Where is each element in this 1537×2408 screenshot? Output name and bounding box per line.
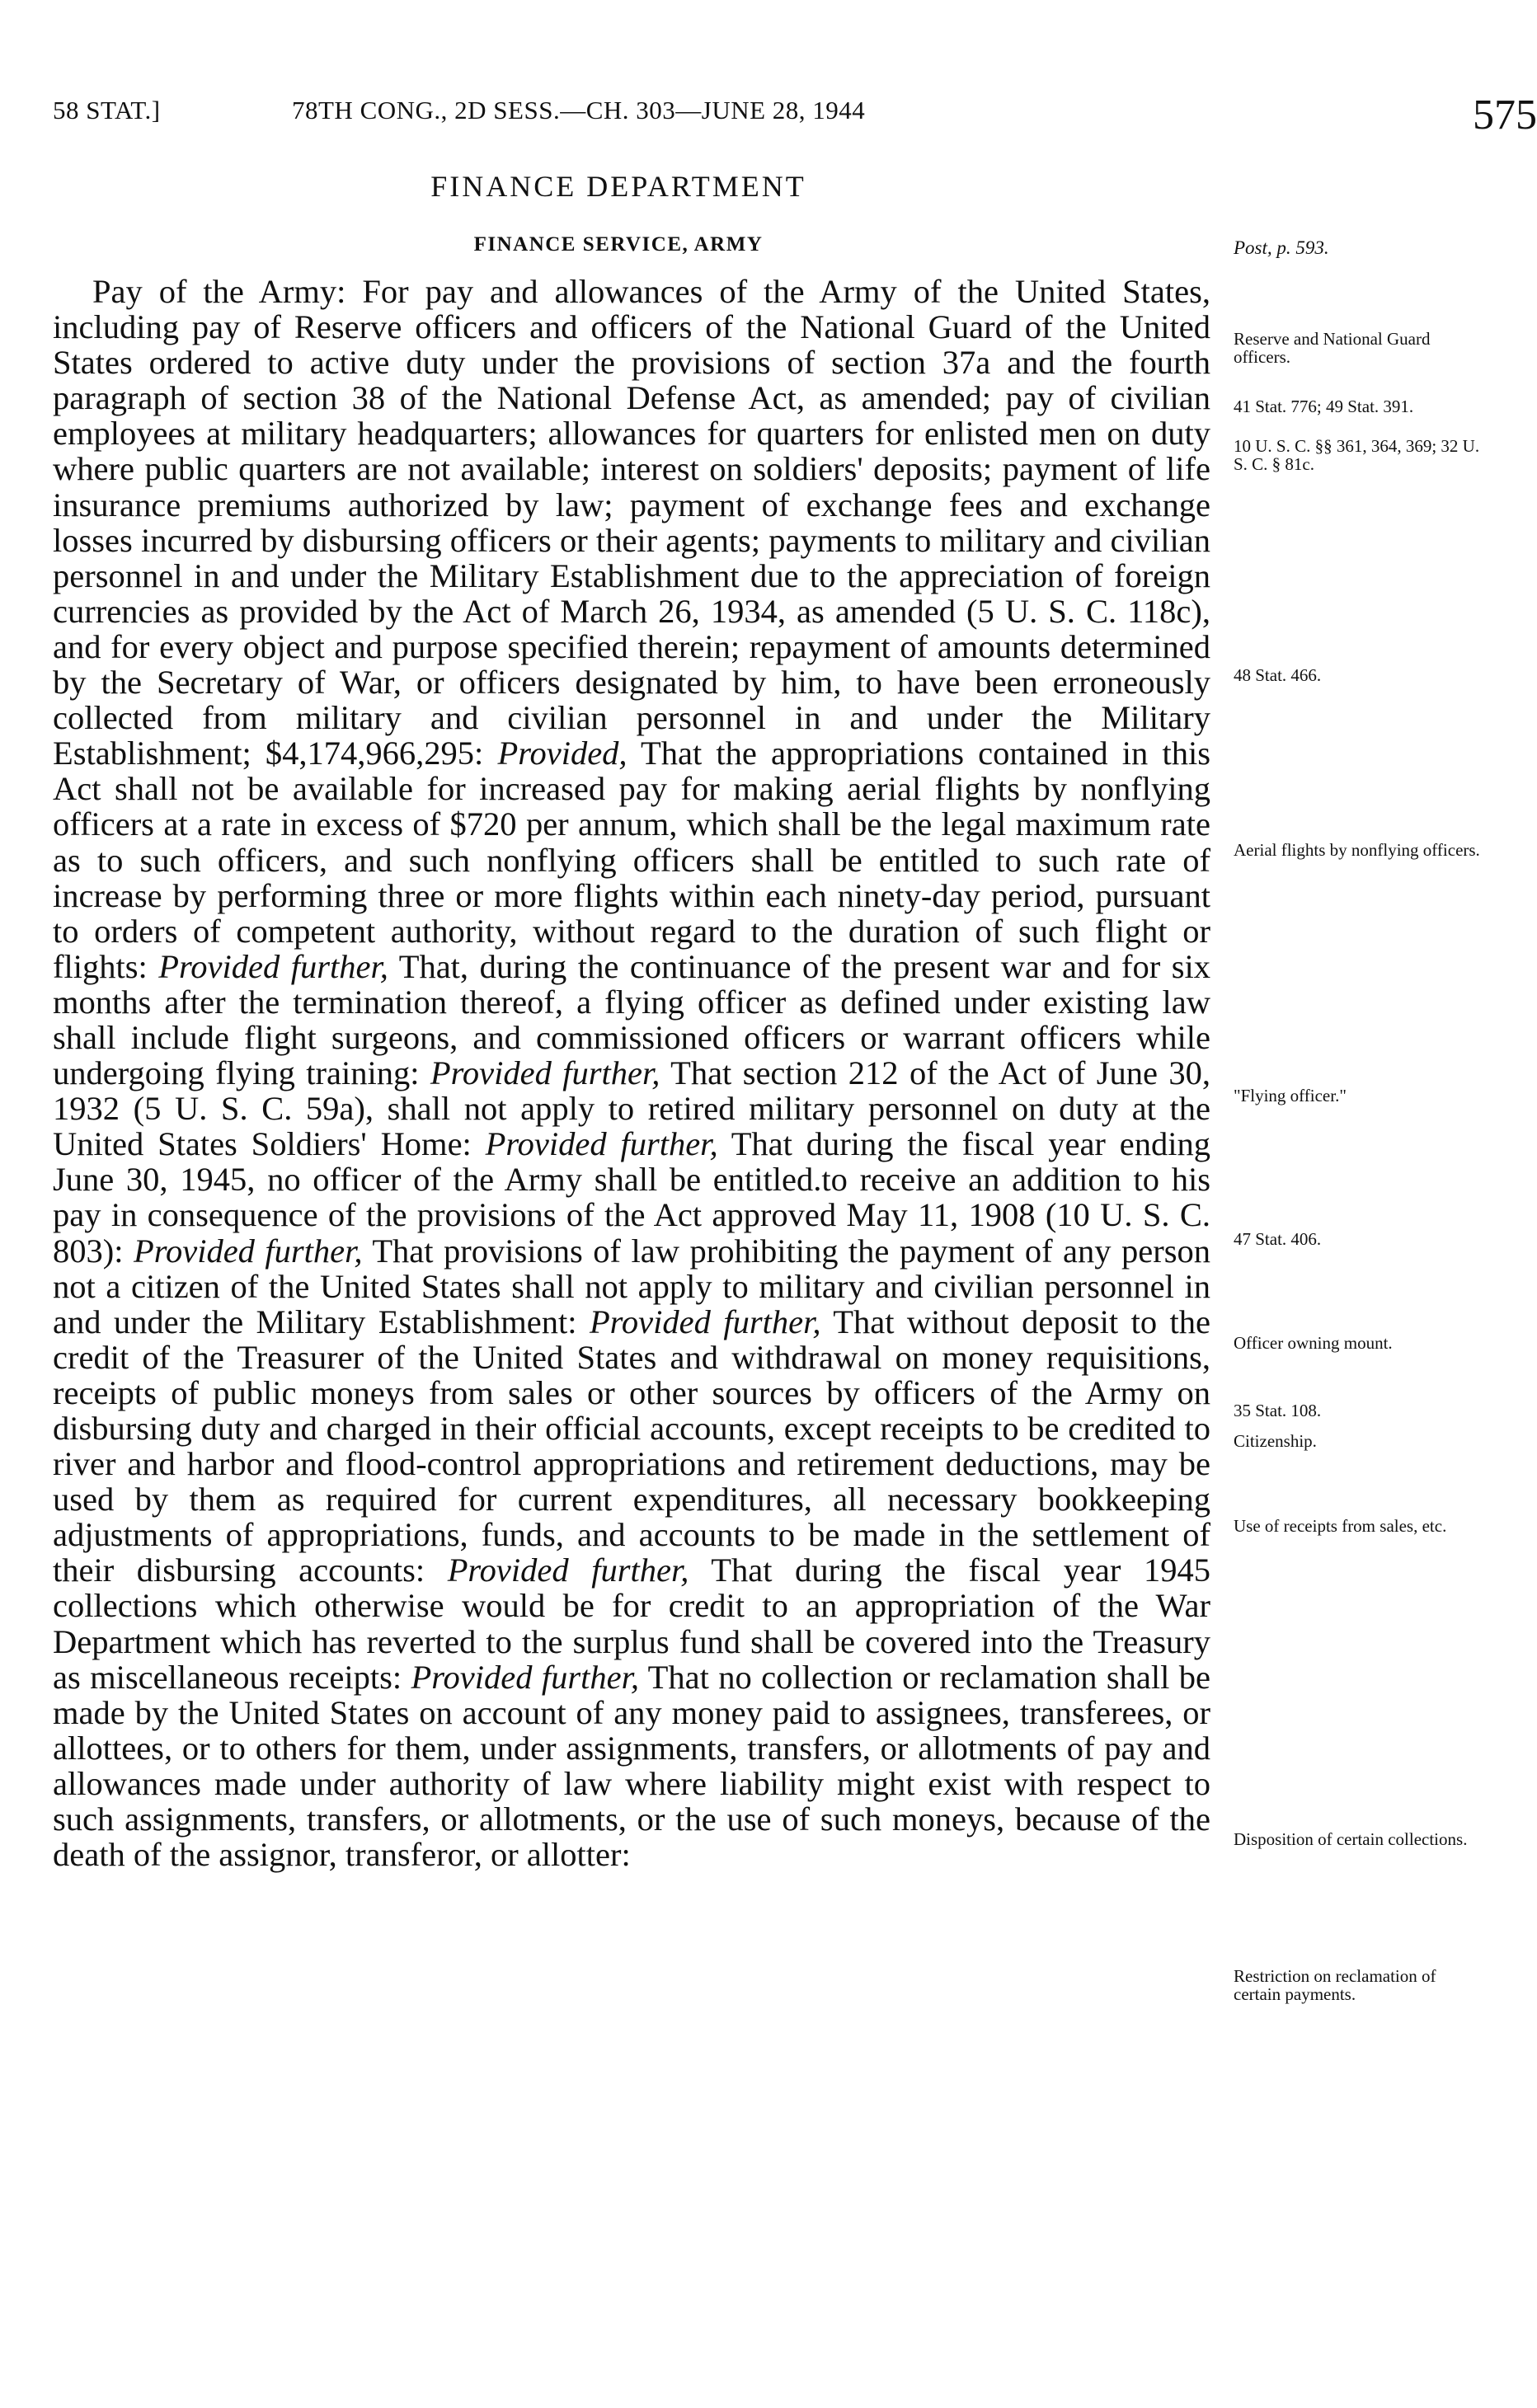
provided-clause: Provided further, (411, 1658, 640, 1696)
margin-note-disposition: Disposition of certain collections. (1234, 1829, 1468, 1849)
page-number: 575 (1473, 92, 1537, 138)
margin-note-aerial: Aerial flights by nonflying officers. (1234, 840, 1480, 860)
body-text-segment: That provisions of law prohibiting the payment of any person not a citizen of the United States shall not apply to military and civilian personnel in and under the Military Establishment: (53, 1232, 1210, 1340)
margin-note-stat: 35 Stat. 108. (1234, 1401, 1322, 1420)
body-text-segment: That, during the continuance of the present war and for six months after the termination thereof, a flying officer as defined under existing law shall include flight surgeons, and commissioned officers or warrant officers while undergoing flying training: (53, 947, 1210, 1092)
provided-clause: Provided further, (133, 1232, 363, 1270)
margin-note-citizenship: Citizenship. (1234, 1431, 1317, 1451)
margin-note-officer: Officer owning mount. (1234, 1333, 1393, 1353)
body-text-segment: That the appropriations contained in this Act shall not be available for increased pay for making aerial flights by nonflying officers at a rate in excess of $720 per annum, which shall be the legal maximum rate as to such officers, and such nonflying officers shall be entitled to such rate of increase by performing three or more flights within each ninety-day period, pursuant to orders of competent authority, without regard to the duration of such flight or flights: (53, 735, 1210, 985)
provided-clause: Provided, (497, 735, 627, 772)
running-head: 78TH CONG., 2D SESS.—CH. 303—JUNE 28, 1944 (292, 96, 866, 124)
margin-note-stat: 48 Stat. 466. (1234, 665, 1322, 685)
margin-note-post: Post, p. 593. (1234, 237, 1329, 258)
page-header (53, 58, 1537, 140)
margin-note-flying: "Flying officer." (1234, 1086, 1347, 1105)
body-text-segment: Pay of the Army: For pay and allowances of the Army of the United States, including pay of Reserve officers and officers of the National Guard of the United States ordered to active duty under the provisions of section 37a and the fourth paragraph of section 38 of the National Defense Act, as amended; pay of civilian employees at military headquarters; allowances for quarters for enlisted men on duty where public quarters are not available; interest on soldiers' deposits; payment of life insurance premiums authorized by law; payment of exchange fees and exchange losses incurred by disbursing officers or their agents; payments to military and civilian personnel in and under the Military Establishment due to the appreciation of foreign currencies as provided by the Act of March 26, 1934, as amended (5 U. S. C. 118c), and for every object and purpose specified therein; repayment of amounts determined by the Secretary of War, or officers designated by him, to have been erroneously collected from military and civilian personnel in and under the Military Establishment; $4,174,966,295: (53, 273, 1210, 772)
body-text-segment: That during the fiscal year ending June 30, 1945, no officer of the Army shall be entitled.to receive an addition to his pay in consequence of the provisions of the Act approved May 11, 1908 (10 U. S. C. 803): (53, 1125, 1210, 1270)
body-text-segment: That section 212 of the Act of June 30, 1932 (5 U. S. C. 59a), shall not apply to retired military personnel on duty at the United States Soldiers' Home: (53, 1054, 1211, 1163)
body-text (53, 274, 1210, 1872)
body-text-segment: That without deposit to the credit of the Treasurer of the United States and withdrawal on money requisitions, receipts of public moneys from sales or other sources by officers of the Army on disbursing duty and charged in their official accounts, except receipts to be credited to river and harbor and flood-control appropriations and retirement deductions, may be used by them as required for current expenditures, all necessary bookkeeping adjustments of appropriations, funds, and accounts to be made in the settlement of their disbursing accounts: (53, 1303, 1211, 1589)
provided-clause: Provided further, (447, 1551, 689, 1589)
body-text-segment: That no collection or reclamation shall be made by the United States on account of any money paid to assignees, transferees, or allottees, or to others for them, under assignments, transfers, or allotments of pay and allowances made under authority of law where liability might exist with respect to such assignments, transfers, or allotments, or the use of such moneys, because of the death of the assignor, transferor, or allotter: (53, 1658, 1211, 1874)
provided-clause: Provided further, (485, 1125, 718, 1163)
subsection-title: FINANCE SERVICE, ARMY (473, 233, 764, 256)
margin-note-reserve: Reserve and National Guard officers. (1234, 329, 1431, 367)
margin-note-stat: 47 Stat. 406. (1234, 1229, 1322, 1249)
section-title: FINANCE DEPARTMENT (430, 170, 806, 203)
provided-clause: Provided further, (158, 947, 388, 985)
provided-clause: Provided further, (589, 1303, 821, 1340)
margin-note-receipts: Use of receipts from sales, etc. (1234, 1516, 1447, 1536)
statute-reference: 58 STAT.] (53, 96, 161, 124)
margin-note-restriction: Restriction on reclamation of certain payments. (1234, 1966, 1436, 2004)
margin-note-usc: 10 U. S. C. §§ 361, 364, 369; 32 U. S. C. § 81c. (1234, 436, 1480, 474)
margin-note-stat: 41 Stat. 776; 49 Stat. 391. (1234, 397, 1414, 416)
body-paragraph (53, 274, 1210, 1872)
body-text-segment: That during the fiscal year 1945 collections which otherwise would be for credit to an appropriation of the War Department which has reverted to the surplus fund shall be covered into the Treasury as miscellaneous receipts: (53, 1551, 1210, 1696)
provided-clause: Provided further, (430, 1054, 660, 1092)
